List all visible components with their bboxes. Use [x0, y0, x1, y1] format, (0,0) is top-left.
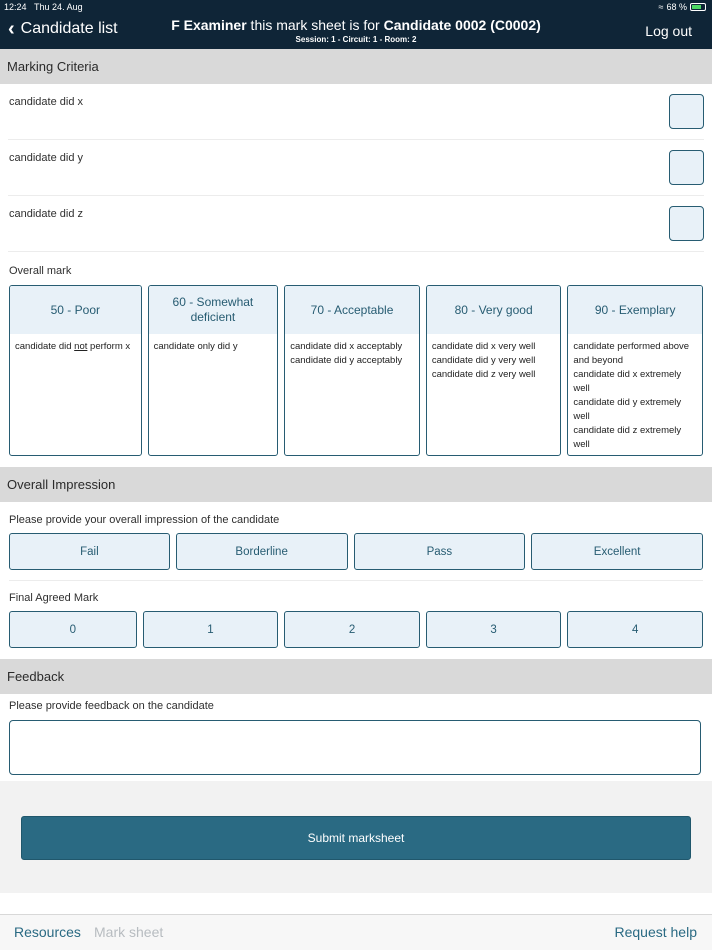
final-mark-1-button[interactable]: 1 — [143, 611, 279, 648]
submit-marksheet-button[interactable]: Submit marksheet — [21, 816, 691, 860]
tab-resources[interactable]: Resources — [14, 924, 81, 940]
mark-card-50[interactable] — [9, 285, 142, 456]
content-area[interactable] — [0, 49, 712, 893]
mark-card-title: 70 - Acceptable — [285, 286, 419, 334]
examiner-name: F Examiner — [171, 17, 247, 33]
impression-excellent-button[interactable]: Excellent — [531, 533, 703, 570]
battery-icon — [690, 3, 706, 11]
final-mark-4-button[interactable]: 4 — [567, 611, 703, 648]
status-date: Thu 24. Aug — [34, 2, 83, 12]
final-mark-label: Final Agreed Mark — [9, 592, 99, 604]
title-text: this mark sheet is for — [246, 17, 384, 33]
mark-card-70[interactable] — [284, 285, 420, 456]
feedback-question: Please provide feedback on the candidate — [9, 700, 214, 712]
impression-question: Please provide your overall impression of the candidate — [9, 514, 280, 526]
mark-card-90[interactable] — [567, 285, 703, 456]
mark-card-title: 50 - Poor — [10, 286, 141, 334]
criterion-label: candidate did y — [9, 152, 83, 164]
impression-pass-button[interactable]: Pass — [354, 533, 526, 570]
mark-card-title: 80 - Very good — [427, 286, 561, 334]
bottom-tab-bar — [0, 914, 712, 950]
page-title — [0, 17, 712, 33]
criterion-checkbox[interactable] — [669, 94, 704, 129]
mark-card-title: 60 - Somewhat deficient — [149, 286, 278, 334]
section-header-feedback: Feedback — [0, 659, 712, 694]
mark-card-description: candidate did x very well candidate did y very well candidate did z very well — [431, 341, 536, 380]
candidate-name: Candidate 0002 (C0002) — [383, 17, 541, 33]
impression-fail-button[interactable]: Fail — [9, 533, 170, 570]
battery-percent: 68 % — [666, 2, 687, 12]
criterion-checkbox[interactable] — [669, 150, 704, 185]
criterion-checkbox[interactable] — [669, 206, 704, 241]
section-header-overall-impression: Overall Impression — [0, 467, 712, 502]
criterion-row — [8, 140, 704, 196]
section-header-marking-criteria: Marking Criteria — [0, 49, 712, 84]
final-mark-options — [0, 611, 712, 648]
criterion-row — [8, 196, 704, 252]
mark-card-80[interactable] — [426, 285, 562, 456]
top-bar — [0, 0, 712, 49]
mark-card-title: 90 - Exemplary — [568, 286, 702, 334]
final-mark-3-button[interactable]: 3 — [426, 611, 562, 648]
mark-card-description: candidate did not perform x — [15, 341, 131, 352]
feedback-textarea[interactable] — [9, 720, 701, 775]
submit-area — [0, 781, 712, 893]
final-mark-2-button[interactable]: 2 — [284, 611, 420, 648]
mark-card-description: candidate did x acceptably candidate did y acceptably — [290, 341, 403, 366]
overall-mark-label: Overall mark — [9, 265, 72, 277]
chevron-left-icon: ‹ — [8, 18, 15, 40]
logout-button[interactable]: Log out — [645, 23, 692, 39]
session-info: Session: 1 - Circuit: 1 - Room: 2 — [295, 35, 417, 44]
emphasis-text: not — [74, 341, 88, 352]
status-indicators — [659, 2, 706, 12]
mark-card-description: candidate only did y — [153, 341, 238, 352]
request-help-button[interactable]: Request help — [614, 924, 697, 940]
final-mark-0-button[interactable]: 0 — [9, 611, 137, 648]
status-time: 12:24 Thu 24. Aug — [4, 2, 83, 12]
impression-borderline-button[interactable]: Borderline — [176, 533, 348, 570]
wifi-icon: ≈ — [658, 2, 664, 12]
criterion-label: candidate did x — [9, 96, 83, 108]
mark-card-60[interactable] — [148, 285, 279, 456]
impression-options — [0, 533, 712, 570]
back-label: Candidate list — [20, 20, 118, 37]
criterion-row — [8, 84, 704, 140]
criterion-label: candidate did z — [9, 208, 83, 220]
overall-mark-options — [0, 285, 712, 456]
tab-mark-sheet[interactable]: Mark sheet — [94, 924, 164, 940]
mark-card-description: candidate performed above and beyond candidate did x extremely well candidate did y extremely well candidate did z extremely well — [573, 341, 690, 450]
